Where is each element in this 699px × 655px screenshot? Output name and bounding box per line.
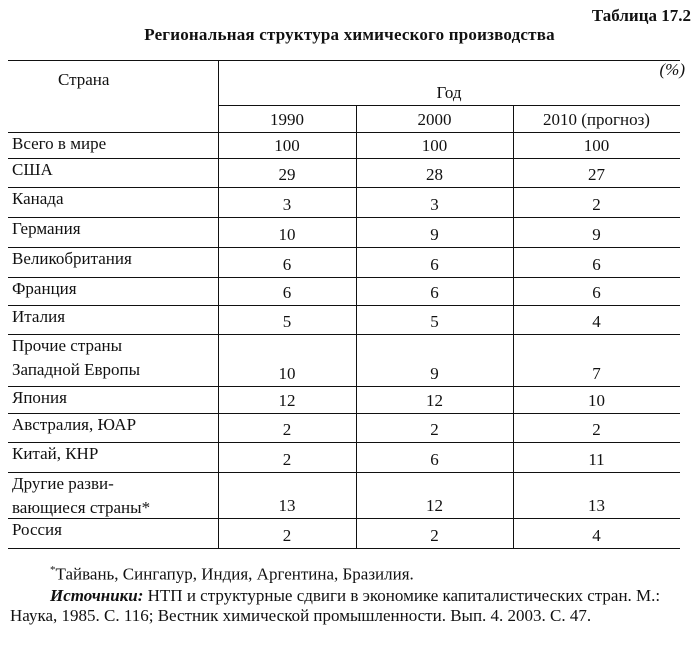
row-rule: [8, 518, 680, 519]
sources-text: НТП и структурные сдвиги в экономике капиталистических стран. М.: Наука, 1985. С. 116; Вестник химической промышленности. Вып. 4. 2003. С. 47.: [10, 586, 661, 625]
row-value: 9: [430, 225, 439, 244]
row-value: 9: [430, 364, 439, 383]
row-value: 4: [592, 526, 601, 545]
row-value: 2: [430, 526, 439, 545]
col-rule-country: [218, 60, 219, 548]
row-rule: [8, 158, 680, 159]
header-bottom-rule: [8, 132, 680, 133]
row-value: 10: [278, 225, 296, 244]
row-country: Китай, КНР: [12, 444, 99, 463]
row-rule: [8, 548, 680, 549]
row-value: 6: [430, 283, 439, 302]
table-top-rule: [8, 60, 680, 61]
row-value: 3: [430, 195, 439, 214]
sources-label: Источники:: [50, 586, 144, 605]
year-rule: [218, 105, 680, 106]
footnote: [50, 564, 414, 585]
col-rule-2000: [513, 105, 514, 548]
row-value: 12: [426, 391, 443, 410]
table-number: Таблица 17.2: [591, 6, 691, 25]
row-country: Великобритания: [12, 249, 132, 268]
row-country: Западной Европы: [12, 360, 141, 379]
row-value: 100: [274, 136, 300, 155]
header-year-2010: 2010 (прогноз): [543, 110, 650, 129]
row-value: 27: [588, 165, 605, 184]
row-value: 2: [282, 526, 292, 545]
header-year-1990: 1990: [270, 110, 304, 129]
row-rule: [8, 413, 680, 414]
row-rule: [8, 472, 680, 473]
row-country: Япония: [12, 388, 67, 407]
units-label: (%): [659, 60, 685, 79]
row-value: 12: [426, 496, 443, 515]
row-value: 100: [583, 136, 610, 155]
row-value: 9: [592, 225, 601, 244]
row-value: 13: [588, 496, 605, 515]
row-value: 29: [278, 165, 296, 184]
row-value: 12: [278, 391, 296, 410]
row-rule: [8, 217, 680, 218]
row-rule: [8, 277, 680, 278]
row-country: Италия: [12, 307, 66, 326]
row-value: 7: [592, 364, 601, 383]
row-value: 6: [430, 255, 439, 274]
row-country: Германия: [12, 219, 81, 238]
header-country: Страна: [58, 70, 110, 89]
row-value: 13: [278, 496, 296, 515]
row-value: 100: [421, 136, 448, 155]
row-value: 6: [592, 255, 601, 274]
row-rule: [8, 247, 680, 248]
row-country: Австралия, ЮАР: [12, 415, 137, 434]
row-value: 6: [282, 283, 292, 302]
row-value: 2: [592, 195, 601, 214]
row-value: 6: [282, 255, 292, 274]
row-value: 5: [430, 312, 439, 331]
row-value: 4: [592, 312, 601, 331]
row-value: 10: [278, 364, 296, 383]
row-value: 5: [282, 312, 292, 331]
table-title: Региональная структура химического производства: [144, 25, 555, 44]
footnote-mark: *: [50, 564, 56, 576]
row-value: 2: [282, 420, 292, 439]
row-rule: [8, 386, 680, 387]
header-year-2000: 2000: [417, 110, 452, 129]
row-rule: [8, 442, 680, 443]
row-value: 2: [430, 420, 439, 439]
row-rule: [8, 334, 680, 335]
row-value: 28: [426, 165, 443, 184]
row-value: 6: [430, 450, 439, 469]
footnote-text: Тайвань, Сингапур, Индия, Аргентина, Бразилия.: [55, 564, 414, 584]
row-country: вающиеся страны*: [12, 498, 151, 517]
col-rule-1990: [356, 105, 357, 548]
row-country: Другие разви-: [12, 474, 114, 493]
row-value: 3: [282, 195, 292, 214]
row-rule: [8, 187, 680, 188]
row-country: Франция: [12, 279, 77, 298]
row-country: Прочие страны: [12, 336, 123, 355]
row-value: 10: [588, 391, 605, 410]
row-rule: [8, 305, 680, 306]
row-value: 11: [588, 450, 605, 469]
row-country: Всего в мире: [12, 134, 107, 153]
row-value: 2: [282, 450, 292, 469]
row-value: 6: [592, 283, 601, 302]
sources: [10, 586, 682, 626]
row-country: Россия: [12, 520, 62, 539]
row-value: 2: [592, 420, 601, 439]
row-country: США: [12, 160, 53, 179]
row-country: Канада: [12, 189, 64, 208]
header-year: Год: [436, 83, 462, 102]
